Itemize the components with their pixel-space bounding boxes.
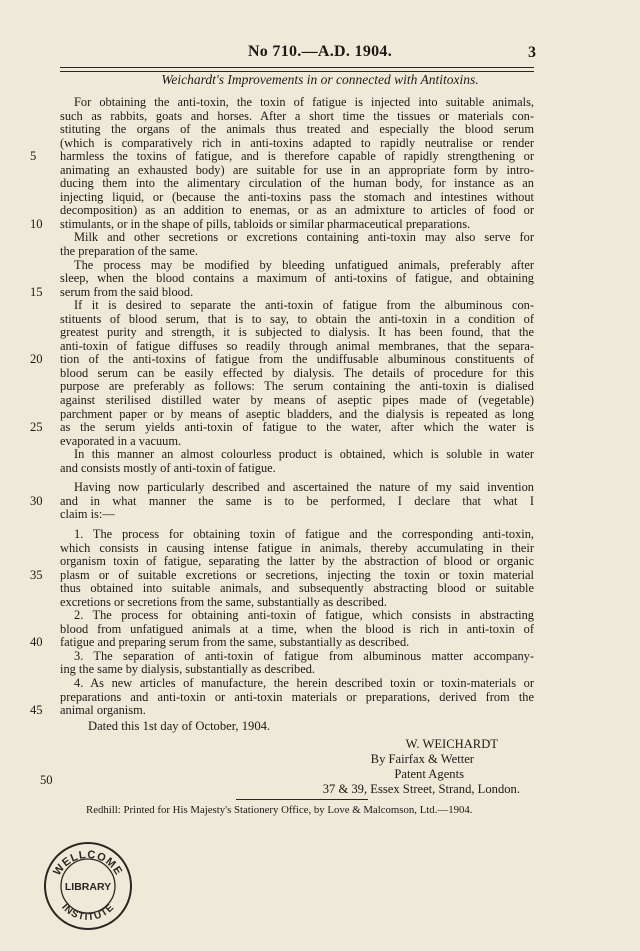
text-line: 2. The process for obtaining anti-toxin of fatigue, which consists in abstracting [74,608,534,623]
text-line: organism toxin of fatigue, separating the latter by the abstraction of blood or organic [60,554,534,569]
text-line: and in what manner the same is to be performed, I declare that what I 30 [30,493,534,508]
line-number: 10 [30,216,43,231]
text-line: greatest purity and strength, it is subjected to dialysis. It has been found, that the [60,325,534,340]
text-line: the preparation of the same. [60,244,198,259]
text-line: parchment paper or by means of aseptic bladders, and the dialysis is repeated as long [60,406,534,421]
text-line: Having now particularly described and ascertained the nature of my said invention [74,480,534,495]
text-line: such as rabbits, goats and horses. After a short time the tissues or materials con- [60,108,534,123]
line-number: 5 [30,149,37,164]
running-subtitle: Weichardt's Improvements in or connected with Antitoxins. [161,72,479,87]
text-line: The process may be modified by bleeding unfatigued animals, preferably after [74,257,534,272]
text-line: In this manner an almost colourless product is obtained, which is soluble in water [74,447,534,462]
text-line: which consists in causing intense fatigue in animals, thereby accumulating in their [60,540,534,555]
text-line: If it is desired to separate the anti-toxin of fatigue from the albuminous con- [74,298,534,313]
specification-body [30,95,534,718]
text-line: decomposition) as an addition to enemas, or as an admixture to articles of food or [60,203,534,218]
text-line: (which is comparatively rich in anti-toxins adapted to rapidly neutralise or render [60,135,534,150]
text-line: 1. The process for obtaining toxin of fatigue and the corresponding anti-toxin, [74,526,534,541]
library-stamp [42,840,134,932]
text-line: injecting liquid, or (because the anti-toxins pass the stomach and intestines without [60,189,534,204]
text-line: ing the same by dialysis, substantially as described. [60,662,315,677]
text-line: fatigue and preparing serum from the same, substantially as described. 40 [30,635,410,650]
text-line: stimulants, or in the shape of pills, tabloids or similar pharmaceutical preparations. 10 [30,216,471,231]
text-line: as the serum yields anti-toxin of fatigue to the water, after which the water is 25 [30,420,534,435]
text-line: tion of the anti-toxins of fatigue from the undiffusable albuminous constituents of 20 [30,352,534,367]
printer-imprint: Redhill: Printed for His Majesty's Stationery Office, by Love & Malcomson, Ltd.—1904. [86,804,473,816]
svg-text:WELLCOME [51,849,124,878]
signatory-name: W. WEICHARDT [405,737,498,751]
agent-role: Patent Agents [394,767,464,781]
text-line: Milk and other secretions or excretions containing anti-toxin may also serve for [74,230,534,245]
line-number: 20 [30,352,43,367]
text-line: ducing them into the alimentary circulation of the human body, for instance as an [60,176,534,191]
text-line: excretions or secretions from the same, substantially as described. [60,594,387,609]
text-line: against sterilised distilled water by means of aseptic pipes made of (vegetable) [60,393,534,408]
text-line: harmless the toxins of fatigue, and is therefore capable of rapidly strengthening or 5 [30,149,534,164]
line-number: 40 [30,635,43,650]
text-line: claim is:— [60,507,115,522]
line-number: 25 [30,420,43,435]
dated-line: Dated this 1st day of October, 1904. [88,719,271,733]
text-line: preparations and anti-toxin or anti-toxin materials or preparations, derived from the [60,689,534,704]
svg-text:INSTITUTE [59,902,117,923]
line-number: 50 [40,773,53,787]
text-line: blood from unfatigued animals at a time, when the blood is rich in anti-toxin of [60,621,534,636]
agent-address: 37 & 39, Essex Street, Strand, London. [322,782,520,796]
line-number: 35 [30,567,43,582]
text-line: sleep, when the blood contains a maximum of anti-toxins of fatigue, and obtaining [60,271,534,286]
text-line: purpose are preferably as follows: The serum containing the anti-toxin is dialised [60,379,534,394]
line-number: 15 [30,284,43,299]
stamp-bottom-text: INSTITUTE [59,901,117,924]
text-line: 4. As new articles of manufacture, the herein described toxin or toxin-materials or [74,675,534,690]
agent-name: By Fairfax & Wetter [370,752,474,766]
text-line: thus obtained into suitable animals, and subsequently abstracting blood or suitable [60,581,534,596]
page-number: 3 [528,44,536,61]
footer-rule [236,799,368,800]
text-line: animating an exhausted body) are suitable for use in an appropriate form by intro- [60,162,534,177]
text-line: and consists mostly of anti-toxin of fatigue. [60,460,276,475]
text-line: stituting the organs of the animals thus treated and especially the blood serum [60,122,534,137]
text-line: stituents of blood serum, that is to say, to obtain the anti-toxin in a condition of [60,311,534,326]
header-rule [60,67,534,68]
page-header-title: No 710.—A.D. 1904. [247,43,393,60]
text-line: 3. The separation of anti-toxin of fatigue from albuminous matter accompany- [74,648,534,663]
signature-block [323,737,520,797]
text-line: blood serum can be easily effected by dialysis. The details of procedure for this [60,365,534,380]
text-line: plasm or of suitable excretions or secretions, injecting the toxin or toxin material 35 [30,567,534,582]
text-line: serum from the said blood. 15 [30,284,194,299]
text-line: animal organism. 45 [30,703,146,718]
stamp-top-text: WELLCOME [51,848,125,878]
line-number: 30 [30,493,43,508]
text-line: anti-toxin of fatigue diffuses so readily through animal membranes, that the separa- [60,338,534,353]
stamp-middle-text: LIBRARY [64,881,112,893]
line-number: 45 [30,703,43,718]
text-line: evaporated in a vacuum. [60,433,182,448]
text-line: For obtaining the anti-toxin, the toxin of fatigue is injected into suitable animals, [74,95,534,109]
